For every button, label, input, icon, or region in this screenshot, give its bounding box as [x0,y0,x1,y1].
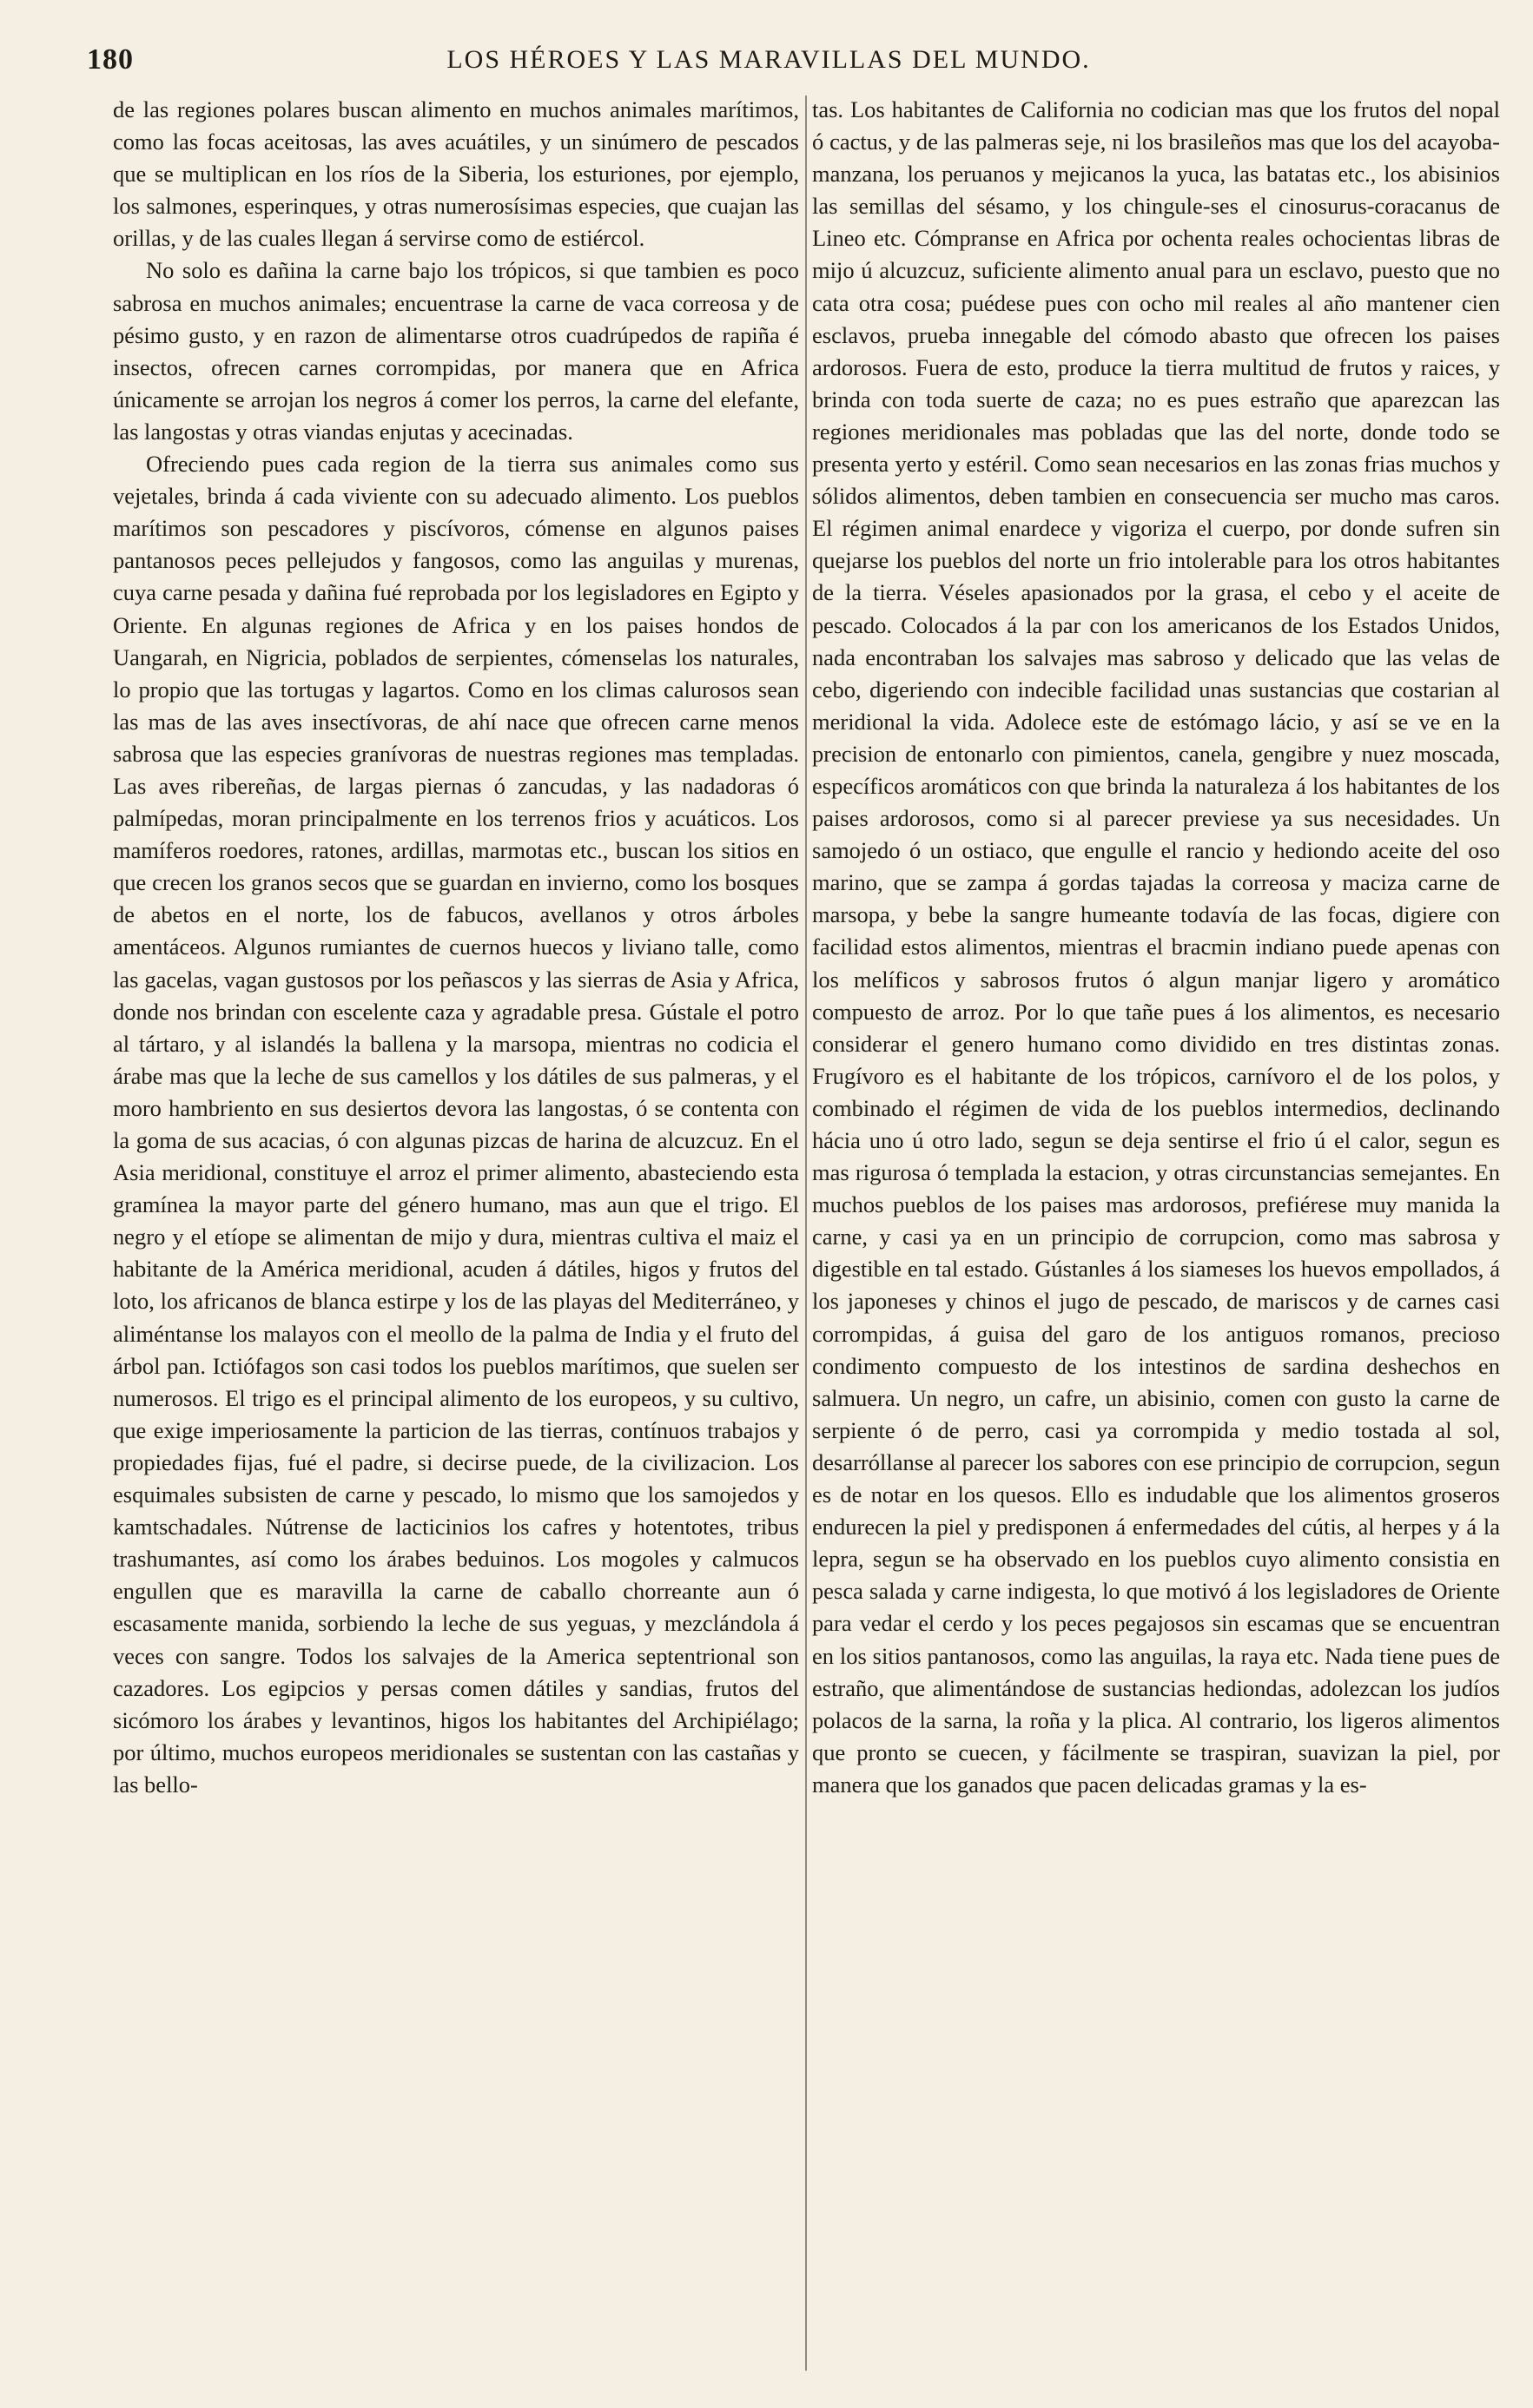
running-title: LOS HÉROES Y LAS MARAVILLAS DEL MUNDO. [446,45,1091,74]
left-column [113,94,799,2373]
page-header [87,43,1450,83]
paragraph: Ofreciendo pues cada region de la tierra sus animales como sus vejetales, brinda á cada viviente con su adecuado alimento. Los pueblos marítimos son pescadores y piscívoros, cómense en algunos paises pantanosos peces pellejudos y fangosos, como las anguilas y murenas, cuya carne pesada y dañina fué reprobada por los legisladores en Egipto y Oriente. En algunas regiones de Africa y en los paises hondos de Uangarah, en Nigricia, poblados de serpientes, cómenselas los naturales, lo propio que las tortugas y lagartos. Como en los climas calurosos sean las mas de las aves insectívoras, de ahí nace que ofrecen carne menos sabrosa que las especies granívoras de nuestras regiones mas templadas. Las aves ribereñas, de largas piernas ó zancudas, y las nadadoras ó palmípedas, moran principalmente en los terrenos frios y acuáticos. Los mamíferos roedores, ratones, ardillas, marmotas etc., buscan los sitios en que crecen los granos secos que se guardan en invierno, como los bosques de abetos en el norte, los de fabucos, avellanos y otros árboles amentáceos. Algunos rumiantes de cuernos huecos y liviano talle, como las gacelas, vagan gustosos por los peñascos y las sierras de Asia y Africa, donde nos brindan con escelente caza y agradable presa. Gústale el potro al tártaro, y al islandés la ballena y la marsopa, mientras no codicia el árabe mas que la leche de sus camellos y los dátiles de sus palmeras, y el moro hambriento en sus desiertos devora las langostas, ó se contenta con la goma de sus acacias, ó con algunas pizcas de harina de alcuzcuz. En el Asia meridional, constituye el arroz el primer alimento, abasteciendo esta gramínea la mayor parte del género humano, mas aun que el trigo. El negro y el etíope se alimentan de mijo y dura, mientras cultiva el maiz el habitante de la América meridional, acuden á dátiles, higos y frutos del loto, los africanos de blanca estirpe y los de las playas del Mediterráneo, y aliméntanse los malayos con el meollo de la palma de India y el fruto del árbol pan. Ictiófagos son casi todos los pueblos marítimos, que suelen ser numerosos. El trigo es el principal alimento de los europeos, y su cultivo, que exige imperiosamente la particion de las tierras, contínuos trabajos y propiedades fijas, fué el padre, si decirse puede, de la civilizacion. Los esquimales subsisten de carne y pescado, lo mismo que los samojedos y kamtschadales. Nútrense de lacticinios los cafres y hotentotes, tribus trashumantes, así como los árabes beduinos. Los mogoles y calmucos engullen que es maravilla la carne de caballo chorreante aun ó escasamente manida, sorbiendo la leche de sus yeguas, y mezclándola á veces con sangre. Todos los salvajes de la America septentrional son cazadores. Los egipcios y persas comen dátiles y sandias, frutos del sicómoro los árabes y levantinos, higos los habitantes del Archipiélago; por último, muchos europeos meridionales se sustentan con las castañas y las bello- [113,451,799,1798]
paragraph: de las regiones polares buscan alimento en muchos animales marítimos, como las focas aceitosas, las aves acuátiles, y un sinúmero de pescados que se multiplican en los ríos de la Siberia, los esturiones, por ejemplo, los salmones, esperinques, y otras numerosísimas especies, que cuajan las orillas, y de las cuales llegan á servirse como de estiércol. [113,96,799,252]
paragraph: tas. Los habitantes de California no codician mas que los frutos del nopal ó cactus, y de las palmeras seje, ni los brasileños mas que los del acayoba-manzana, los peruanos y mejicanos la yuca, las batatas etc., los abisinios las semillas del sésamo, y los chingule-ses el cinosurus-coracanus de Lineo etc. Cómpranse en Africa por ochenta reales ochocientas libras de mijo ú alcuzcuz, suficiente alimento anual para un esclavo, puesto que no cata otra cosa; puédese pues con ocho mil reales al año mantener cien esclavos, prueba innegable del cómodo abasto que ofrecen los paises ardorosos. Fuera de esto, produce la tierra multitud de frutos y raices, y brinda con toda suerte de caza; no es pues estraño que aparezcan las regiones meridionales mas pobladas que las del norte, donde todo se presenta yerto y estéril. Como sean necesarios en las zonas frias muchos y sólidos alimentos, deben tambien en consecuencia ser mucho mas caros. El régimen animal enardece y vigoriza el cuerpo, por donde sufren sin quejarse los pueblos del norte un frio intolerable para los otros habitantes de la tierra. Véseles apasionados por la grasa, el cebo y el aceite de pescado. Colocados á la par con los americanos de los Estados Unidos, nada encontraban los salvajes mas sabroso y delicado que las velas de cebo, digeriendo con indecible facilidad unas sustancias que costarian al meridional la vida. Adolece este de estómago lácio, y así se ve en la precision de entonarlo con pimientos, canela, gengibre y nuez moscada, específicos aromáticos con que brinda la naturaleza á los habitantes de los paises ardorosos, como si al parecer previese ya sus necesidades. Un samojedo ó un ostiaco, que engulle el rancio y hediondo aceite del oso marino, que se zampa á gordas tajadas la correosa y maciza carne de marsopa, y bebe la sangre humeante todavía de las focas, digiere con facilidad estos alimentos, mientras el bracmin indiano puede apenas con los melíficos y sabrosos frutos ó algun manjar ligero y aromático compuesto de arroz. Por lo que tañe pues á los alimentos, es necesario considerar el genero humano como dividido en tres distintas zonas. Frugívoro es el habitante de los trópicos, carnívoro el de los polos, y combinado el régimen de vida de los pueblos intermedios, declinando hácia uno ú otro lado, segun se deja sentirse el frio ú el calor, segun es mas rigurosa ó templada la estacion, y otras circunstancias semejantes. En muchos pueblos de los paises mas ardorosos, prefiérese muy manida la carne, y casi ya en un principio de corrupcion, como mas sabrosa y digestible en tal estado. Gústanles á los siameses los huevos empollados, á los japoneses y chinos el jugo de pescado, de mariscos y de carnes casi corrompidas, á guisa del garo de los antiguos romanos, precioso condimento compuesto de los intestinos de sardina deshechos en salmuera. Un negro, un cafre, un abisinio, comen con gusto la carne de serpiente ó de perro, casi ya corrompida y medio tostada al sol, desarróllanse al parecer los sabores con ese principio de corrupcion, segun es de notar en los quesos. Ello es indudable que los alimentos groseros endurecen la piel y predisponen á enfermedades del cútis, al herpes y á la lepra, segun se ha observado en los pueblos cuyo alimento consistia en pesca salada y carne indigesta, lo que motivó á los legisladores de Oriente para vedar el cerdo y los peces pegajosos sin escamas que se encuentran en los sitios pantanosos, como las anguilas, la raya etc. Nada tiene pues de estraño, que alimentándose de sustancias hediondas, adolezcan los judíos polacos de la sarna, la roña y la plica. Al contrario, los ligeros alimentos que pronto se cuecen, y fácilmente se traspiran, suavizan la piel, por manera que los ganados que pacen delicadas gramas y la es- [812,96,1500,1798]
right-column [812,94,1500,2373]
page-number: 180 [87,43,134,76]
column-divider [805,96,807,2371]
paragraph: No solo es dañina la carne bajo los trópicos, si que tambien es poco sabrosa en muchos animales; encuentrase la carne de vaca correosa y de pésimo gusto, y en razon de alimentarse otros cuadrúpedos de rapiña é insectos, ofrecen carnes corrompidas, por manera que en Africa únicamente se arrojan los negros á comer los perros, la carne del elefante, las langostas y otras viandas enjutas y acecinadas. [113,257,799,445]
